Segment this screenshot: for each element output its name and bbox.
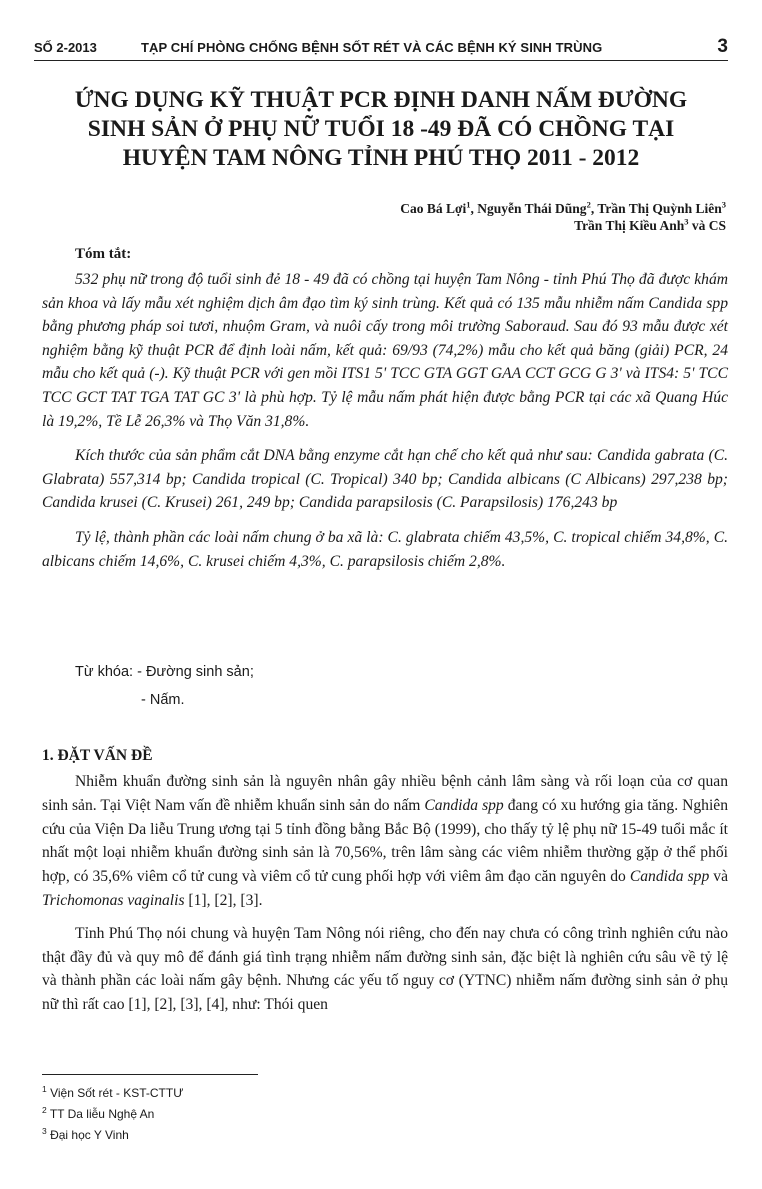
- footnote-marker: 2: [42, 1105, 47, 1115]
- keyword-2: - Nấm.: [141, 692, 185, 708]
- body-text-run: đang có xu hướng gia tăng. Nghiên cứu của Viện Da liễu Trung ương tại 5 tỉnh đồng bằng Bắc Bộ (1999), cho thấy tỷ lệ phụ nữ 15-49 tuổi mắc ít nhất một loại nhiễm khuẩn đường sinh sản là 70,56%, trên lâm sàng các viêm nhiễm thường gặp ở thể phối hợp, có 35,6% viêm cổ tử cung và viêm cổ tử cung phối hợp với viêm âm đạo căn nguyên do: [42, 796, 728, 886]
- footnote-rule: [42, 1074, 258, 1075]
- footnote-marker: 3: [42, 1126, 47, 1136]
- footnote-1: [42, 1083, 183, 1104]
- keyword-1: - Đường sinh sản;: [133, 664, 254, 680]
- footnote-marker: 1: [42, 1084, 47, 1094]
- body-paragraph-2: Tỉnh Phú Thọ nói chung và huyện Tam Nông nói riêng, cho đến nay chưa có công trình nghiên cứu nào thật đầy đủ và quy mô để đánh giá tình trạng nhiễm nấm đường sinh sản, đặc biệt là nghiên cứu sâu về tỷ lệ và thành phần các loài nấm gây bệnh. Nhưng các yếu tố nguy cơ (YTNC) nhiễm nấm đường sinh sản ở phụ nữ thì rất cao [1], [2], [3], [4], như: Thói quen: [42, 924, 728, 1014]
- body-text-run: Nhiễm khuẩn đường sinh sản là nguyên nhân gây nhiều bệnh cảnh lâm sàng và rối loạn của cơ quan sinh sản. Tại Việt Nam vấn đề nhiễm khuẩn sinh sản do nấm: [42, 773, 728, 814]
- author-3: , Trần Thị Quỳnh Liên: [590, 201, 722, 216]
- article-title: [40, 86, 722, 173]
- running-header: [34, 36, 728, 62]
- author-1-affiliation: 1: [466, 199, 471, 210]
- footnote-3: [42, 1125, 183, 1146]
- title-line-1: ỨNG DỤNG KỸ THUẬT PCR ĐỊNH DANH NẤM ĐƯỜNG: [74, 87, 688, 113]
- body-text-run: [1], [2], [3].: [184, 891, 263, 909]
- species-name: Candida spp: [629, 868, 710, 886]
- section-body: [42, 770, 728, 1026]
- species-name: Candida spp: [424, 796, 504, 814]
- footnote-2: [42, 1104, 183, 1125]
- author-line-2: [400, 217, 726, 234]
- issue-number: SỐ 2-2013: [34, 40, 97, 55]
- species-name: Trichomonas vaginalis: [42, 891, 185, 909]
- journal-title: TẠP CHÍ PHÒNG CHỐNG BỆNH SỐT RÉT VÀ CÁC BỆNH KÝ SINH TRÙNG: [141, 40, 603, 55]
- keywords: [75, 658, 254, 714]
- title-line-3: HUYỆN TAM NÔNG TỈNH PHÚ THỌ 2011 - 2012: [122, 145, 640, 171]
- author-3-affiliation: 3: [721, 199, 726, 210]
- title-line-2: SINH SẢN Ở PHỤ NỮ TUỔI 18 -49 ĐÃ CÓ CHỒNG TẠI: [87, 116, 675, 142]
- abstract: [42, 268, 728, 584]
- page-number: 3: [717, 36, 728, 57]
- footnote-text: TT Da liễu Nghệ An: [46, 1107, 155, 1121]
- body-paragraph-1: [42, 770, 728, 913]
- footnotes: [42, 1083, 183, 1146]
- author-line-1: [400, 200, 726, 217]
- footnote-text: Đại học Y Vinh: [46, 1128, 129, 1142]
- author-others: và CS: [688, 218, 726, 233]
- author-2-affiliation: 2: [586, 199, 591, 210]
- header-rule: [34, 60, 728, 61]
- footnote-text: Viện Sốt rét - KST-CTTƯ: [46, 1086, 184, 1100]
- author-2: , Nguyễn Thái Dũng: [470, 201, 587, 216]
- summary-heading: Tóm tắt:: [75, 246, 132, 262]
- abstract-paragraph-2: Kích thước của sản phẩm cắt DNA bằng enzyme cắt hạn chế cho kết quả như sau: Candida gabrata (C. Glabrata) 557,314 bp; Candida tropical (C. Tropical) 340 bp; Candida albicans (C Albicans) 297,238 bp; Candida krusei (C. Krusei) 261, 249 bp; Candida parapsilosis (C. Parapsilosis) 176,243 bp: [42, 447, 728, 512]
- author-4-affiliation: 3: [684, 216, 689, 227]
- keyword-line-1: [75, 658, 254, 686]
- body-text-run: và: [709, 868, 728, 886]
- abstract-paragraph-1: 532 phụ nữ trong độ tuổi sinh đẻ 18 - 49 đã có chồng tại huyện Tam Nông - tỉnh Phú Thọ đã được khám sản khoa và lấy mẫu xét nghiệm dịch âm đạo tìm ký sinh trùng. Kết quả có 135 mẫu nhiễm nấm Candida spp bằng phương pháp soi tươi, nhuộm Gram, và nuôi cấy trong môi trường Saboraud. Sau đó 93 mẫu được xét nghiệm bằng kỹ thuật PCR để định loài nấm, kết quả: 69/93 (74,2%) mẫu cho kết quả băng (giải) PCR, 24 mẫu cho kết quả (-). Kỹ thuật PCR với gen mồi ITS1 5' TCC GTA GGT GAA CCT GCG G 3' và ITS4: 5' TCC TCC GCT TAT TGA TAT GC 3' là phù hợp. Tỷ lệ mẫu nấm phát hiện được bằng PCR tại các xã Quang Húc là 19,2%, Tề Lễ 26,3% và Thọ Văn 31,8%.: [42, 271, 728, 430]
- abstract-paragraph-3: Tỷ lệ, thành phần các loài nấm chung ở ba xã là: C. glabrata chiếm 43,5%, C. tropical chiếm 34,8%, C. albicans chiếm 14,6%, C. krusei chiếm 4,3%, C. parapsilosis chiếm 2,8%.: [42, 528, 728, 570]
- author-4: Trần Thị Kiều Anh: [574, 218, 685, 233]
- author-1: Cao Bá Lợi: [400, 201, 467, 216]
- keywords-label: Từ khóa:: [75, 664, 134, 680]
- section-heading: 1. ĐẶT VẤN ĐỀ: [42, 747, 153, 764]
- author-list: [400, 200, 726, 234]
